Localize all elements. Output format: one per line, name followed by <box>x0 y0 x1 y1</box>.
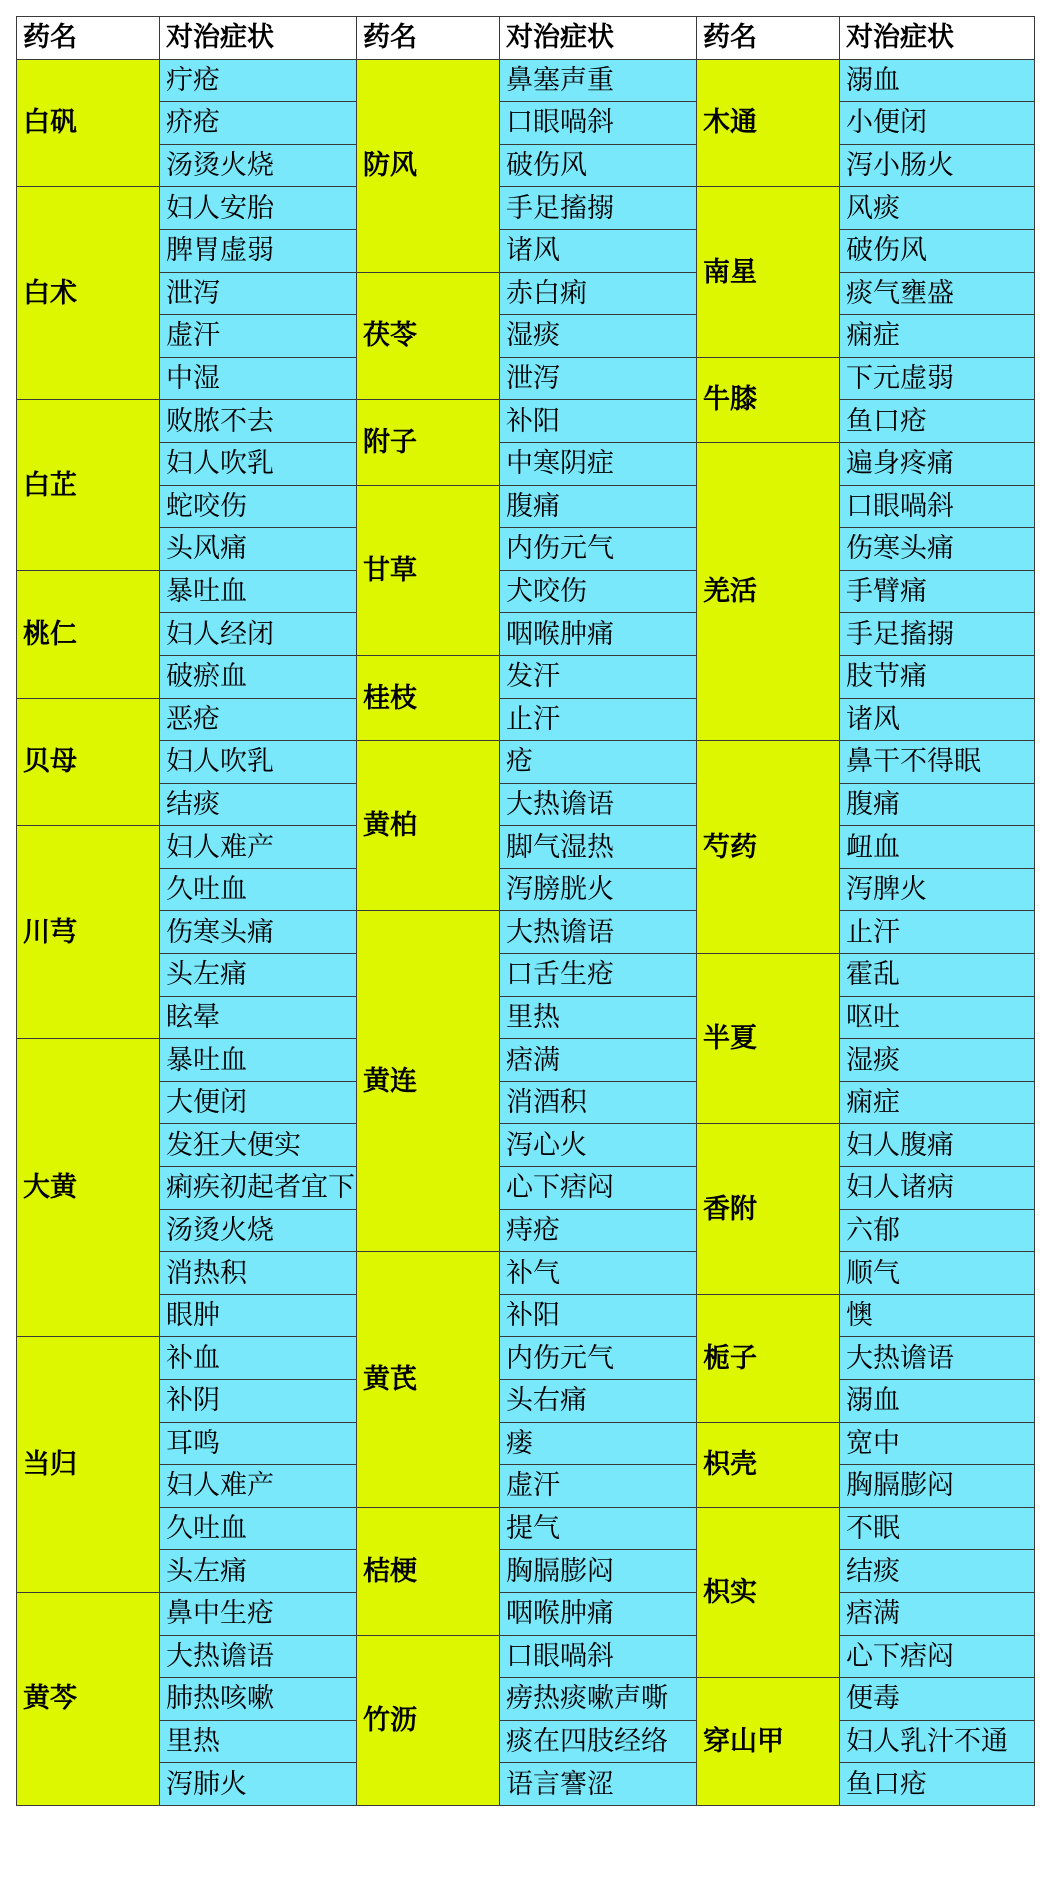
symptom-cell: 泻膀胱火 <box>500 868 697 911</box>
symptom-cell: 破伤风 <box>500 144 697 187</box>
symptom-cell: 痔疮 <box>500 1209 697 1252</box>
symptom-cell: 妇人乳汁不通 <box>840 1720 1035 1763</box>
header-symptoms-1: 对治症状 <box>160 17 357 60</box>
symptom-cell: 耳鸣 <box>160 1422 357 1465</box>
symptom-cell: 妇人吹乳 <box>160 442 357 485</box>
table-row <box>17 528 1035 571</box>
table-row <box>17 315 1035 358</box>
symptom-cell: 眼肿 <box>160 1294 357 1337</box>
symptom-cell: 泻脾火 <box>840 868 1035 911</box>
table-row <box>17 1337 1035 1380</box>
symptom-cell: 痨热痰嗽声嘶 <box>500 1678 697 1721</box>
symptom-cell: 诸风 <box>500 229 697 272</box>
symptom-cell: 内伤元气 <box>500 1337 697 1380</box>
symptom-cell: 小便闭 <box>840 102 1035 145</box>
table-row <box>17 1422 1035 1465</box>
symptom-cell: 补阴 <box>160 1380 357 1423</box>
symptom-cell: 鼻干不得眠 <box>840 741 1035 784</box>
symptom-cell: 伤寒头痛 <box>840 528 1035 571</box>
symptom-cell: 结痰 <box>160 783 357 826</box>
symptom-cell: 衄血 <box>840 826 1035 869</box>
herb-name-cell: 贝母 <box>17 698 160 826</box>
symptom-cell: 痢疾初起者宜下 <box>160 1167 357 1210</box>
symptom-cell: 痞满 <box>500 1039 697 1082</box>
herb-name-cell: 白芷 <box>17 400 160 570</box>
symptom-cell: 泄泻 <box>500 357 697 400</box>
symptom-cell: 泄泻 <box>160 272 357 315</box>
symptom-cell: 破伤风 <box>840 229 1035 272</box>
symptom-cell: 胸膈膨闷 <box>500 1550 697 1593</box>
symptom-cell: 疔疮 <box>160 59 357 102</box>
table-row <box>17 229 1035 272</box>
symptom-cell: 提气 <box>500 1507 697 1550</box>
herb-name-cell: 大黄 <box>17 1039 160 1337</box>
herb-name-cell: 桔梗 <box>357 1507 500 1635</box>
table-body <box>17 59 1035 1805</box>
symptom-cell: 破瘀血 <box>160 655 357 698</box>
herb-name-cell: 白矾 <box>17 59 160 187</box>
symptom-cell: 暴吐血 <box>160 1039 357 1082</box>
herb-name-cell: 南星 <box>697 187 840 357</box>
symptom-cell: 肢节痛 <box>840 655 1035 698</box>
table-row <box>17 1209 1035 1252</box>
header-herb-name-2: 药名 <box>357 17 500 60</box>
symptom-cell: 下元虚弱 <box>840 357 1035 400</box>
symptom-cell: 妇人吹乳 <box>160 741 357 784</box>
symptom-cell: 湿痰 <box>500 315 697 358</box>
herb-name-cell: 桂枝 <box>357 655 500 740</box>
symptom-cell: 痞满 <box>840 1592 1035 1635</box>
symptom-cell: 结痰 <box>840 1550 1035 1593</box>
herb-symptom-table <box>16 16 1035 1806</box>
symptom-cell: 恶疮 <box>160 698 357 741</box>
symptom-cell: 六郁 <box>840 1209 1035 1252</box>
symptom-cell: 妇人难产 <box>160 1465 357 1508</box>
table-row <box>17 741 1035 784</box>
symptom-cell: 风痰 <box>840 187 1035 230</box>
table-row <box>17 826 1035 869</box>
symptom-cell: 手足搐搦 <box>840 613 1035 656</box>
symptom-cell: 遍身疼痛 <box>840 442 1035 485</box>
table-row <box>17 1380 1035 1423</box>
table-row <box>17 1507 1035 1550</box>
symptom-cell: 头左痛 <box>160 954 357 997</box>
symptom-cell: 手足搐搦 <box>500 187 697 230</box>
table-row <box>17 570 1035 613</box>
table-row <box>17 442 1035 485</box>
herb-name-cell: 桃仁 <box>17 570 160 698</box>
symptom-cell: 腹痛 <box>840 783 1035 826</box>
symptom-cell: 溺血 <box>840 1380 1035 1423</box>
herb-name-cell: 当归 <box>17 1337 160 1593</box>
symptom-cell: 久吐血 <box>160 1507 357 1550</box>
table-row <box>17 613 1035 656</box>
table-row <box>17 868 1035 911</box>
symptom-cell: 败脓不去 <box>160 400 357 443</box>
herb-name-cell: 穿山甲 <box>697 1678 840 1806</box>
herb-name-cell: 芍药 <box>697 741 840 954</box>
symptom-cell: 大便闭 <box>160 1081 357 1124</box>
table-row <box>17 400 1035 443</box>
herb-name-cell: 黄连 <box>357 911 500 1252</box>
herb-name-cell: 牛膝 <box>697 357 840 442</box>
herb-name-cell: 白术 <box>17 187 160 400</box>
symptom-cell: 脾胃虚弱 <box>160 229 357 272</box>
table-row <box>17 783 1035 826</box>
symptom-cell: 痰在四肢经络 <box>500 1720 697 1763</box>
symptom-cell: 妇人安胎 <box>160 187 357 230</box>
herb-name-cell: 附子 <box>357 400 500 485</box>
table-row <box>17 1720 1035 1763</box>
symptom-cell: 里热 <box>160 1720 357 1763</box>
table-row <box>17 59 1035 102</box>
symptom-cell: 肺热咳嗽 <box>160 1678 357 1721</box>
symptom-cell: 补气 <box>500 1252 697 1295</box>
symptom-cell: 心下痞闷 <box>840 1635 1035 1678</box>
symptom-cell: 宽中 <box>840 1422 1035 1465</box>
table-row <box>17 698 1035 741</box>
symptom-cell: 不眠 <box>840 1507 1035 1550</box>
symptom-cell: 语言謇涩 <box>500 1763 697 1806</box>
symptom-cell: 发狂大便实 <box>160 1124 357 1167</box>
symptom-cell: 瘘 <box>500 1422 697 1465</box>
symptom-cell: 痫症 <box>840 1081 1035 1124</box>
symptom-cell: 霍乱 <box>840 954 1035 997</box>
table-row <box>17 485 1035 528</box>
symptom-cell: 蛇咬伤 <box>160 485 357 528</box>
symptom-cell: 鱼口疮 <box>840 400 1035 443</box>
table-row <box>17 655 1035 698</box>
symptom-cell: 消酒积 <box>500 1081 697 1124</box>
symptom-cell: 鱼口疮 <box>840 1763 1035 1806</box>
symptom-cell: 中寒阴症 <box>500 442 697 485</box>
symptom-cell: 妇人诸病 <box>840 1167 1035 1210</box>
herb-name-cell: 黄芩 <box>17 1592 160 1805</box>
symptom-cell: 虚汗 <box>160 315 357 358</box>
table-row <box>17 954 1035 997</box>
symptom-cell: 心下痞闷 <box>500 1167 697 1210</box>
table-row <box>17 1294 1035 1337</box>
symptom-cell: 手臂痛 <box>840 570 1035 613</box>
symptom-cell: 疮 <box>500 741 697 784</box>
table-row <box>17 911 1035 954</box>
table-row <box>17 1678 1035 1721</box>
symptom-cell: 腹痛 <box>500 485 697 528</box>
symptom-cell: 脚气湿热 <box>500 826 697 869</box>
symptom-cell: 口眼喎斜 <box>500 1635 697 1678</box>
herb-name-cell: 枳实 <box>697 1507 840 1677</box>
symptom-cell: 泻心火 <box>500 1124 697 1167</box>
symptom-cell: 便毒 <box>840 1678 1035 1721</box>
symptom-cell: 补阳 <box>500 400 697 443</box>
table-row <box>17 144 1035 187</box>
table-row <box>17 1592 1035 1635</box>
symptom-cell: 痰气壅盛 <box>840 272 1035 315</box>
symptom-cell: 大热谵语 <box>160 1635 357 1678</box>
symptom-cell: 汤烫火烧 <box>160 1209 357 1252</box>
herb-name-cell: 茯苓 <box>357 272 500 400</box>
symptom-cell: 溺血 <box>840 59 1035 102</box>
symptom-cell: 顺气 <box>840 1252 1035 1295</box>
table-row <box>17 1081 1035 1124</box>
symptom-cell: 口舌生疮 <box>500 954 697 997</box>
table-row <box>17 1465 1035 1508</box>
symptom-cell: 里热 <box>500 996 697 1039</box>
symptom-cell: 头风痛 <box>160 528 357 571</box>
symptom-cell: 口眼喎斜 <box>500 102 697 145</box>
symptom-cell: 中湿 <box>160 357 357 400</box>
header-herb-name-3: 药名 <box>697 17 840 60</box>
herb-name-cell: 川芎 <box>17 826 160 1039</box>
symptom-cell: 痫症 <box>840 315 1035 358</box>
herb-name-cell: 防风 <box>357 59 500 272</box>
symptom-cell: 发汗 <box>500 655 697 698</box>
symptom-cell: 眩晕 <box>160 996 357 1039</box>
table-row <box>17 996 1035 1039</box>
symptom-cell: 呕吐 <box>840 996 1035 1039</box>
symptom-cell: 鼻中生疮 <box>160 1592 357 1635</box>
symptom-cell: 头左痛 <box>160 1550 357 1593</box>
symptom-cell: 犬咬伤 <box>500 570 697 613</box>
table-row <box>17 1550 1035 1593</box>
symptom-cell: 咽喉肿痛 <box>500 613 697 656</box>
herb-name-cell: 黄柏 <box>357 741 500 911</box>
header-symptoms-2: 对治症状 <box>500 17 697 60</box>
header-row <box>17 17 1035 60</box>
header-herb-name-1: 药名 <box>17 17 160 60</box>
symptom-cell: 泻肺火 <box>160 1763 357 1806</box>
symptom-cell: 补阳 <box>500 1294 697 1337</box>
herb-name-cell: 羌活 <box>697 442 840 740</box>
symptom-cell: 大热谵语 <box>500 783 697 826</box>
symptom-cell: 赤白痢 <box>500 272 697 315</box>
table-row <box>17 1124 1035 1167</box>
symptom-cell: 久吐血 <box>160 868 357 911</box>
symptom-cell: 汤烫火烧 <box>160 144 357 187</box>
table-row <box>17 187 1035 230</box>
symptom-cell: 妇人经闭 <box>160 613 357 656</box>
symptom-cell: 妇人难产 <box>160 826 357 869</box>
herb-name-cell: 栀子 <box>697 1294 840 1422</box>
table-row <box>17 1635 1035 1678</box>
table-row <box>17 272 1035 315</box>
symptom-cell: 大热谵语 <box>840 1337 1035 1380</box>
herb-name-cell: 竹沥 <box>357 1635 500 1805</box>
herb-name-cell: 枳壳 <box>697 1422 840 1507</box>
symptom-cell: 大热谵语 <box>500 911 697 954</box>
symptom-cell: 伤寒头痛 <box>160 911 357 954</box>
symptom-cell: 暴吐血 <box>160 570 357 613</box>
table-row <box>17 1167 1035 1210</box>
symptom-cell: 鼻塞声重 <box>500 59 697 102</box>
symptom-cell: 妇人腹痛 <box>840 1124 1035 1167</box>
symptom-cell: 消热积 <box>160 1252 357 1295</box>
symptom-cell: 止汗 <box>840 911 1035 954</box>
symptom-cell: 诸风 <box>840 698 1035 741</box>
table-row <box>17 102 1035 145</box>
symptom-cell: 湿痰 <box>840 1039 1035 1082</box>
symptom-cell: 止汗 <box>500 698 697 741</box>
table-row <box>17 1252 1035 1295</box>
symptom-cell: 胸膈膨闷 <box>840 1465 1035 1508</box>
header-symptoms-3: 对治症状 <box>840 17 1035 60</box>
symptom-cell: 头右痛 <box>500 1380 697 1423</box>
symptom-cell: 补血 <box>160 1337 357 1380</box>
table-row <box>17 1763 1035 1806</box>
symptom-cell: 疥疮 <box>160 102 357 145</box>
herb-name-cell: 黄芪 <box>357 1252 500 1508</box>
herb-name-cell: 甘草 <box>357 485 500 655</box>
symptom-cell: 泻小肠火 <box>840 144 1035 187</box>
herb-name-cell: 半夏 <box>697 954 840 1124</box>
table-row <box>17 357 1035 400</box>
symptom-cell: 咽喉肿痛 <box>500 1592 697 1635</box>
symptom-cell: 懊 <box>840 1294 1035 1337</box>
symptom-cell: 内伤元气 <box>500 528 697 571</box>
symptom-cell: 口眼喎斜 <box>840 485 1035 528</box>
symptom-cell: 虚汗 <box>500 1465 697 1508</box>
herb-name-cell: 香附 <box>697 1124 840 1294</box>
table-row <box>17 1039 1035 1082</box>
herb-name-cell: 木通 <box>697 59 840 187</box>
